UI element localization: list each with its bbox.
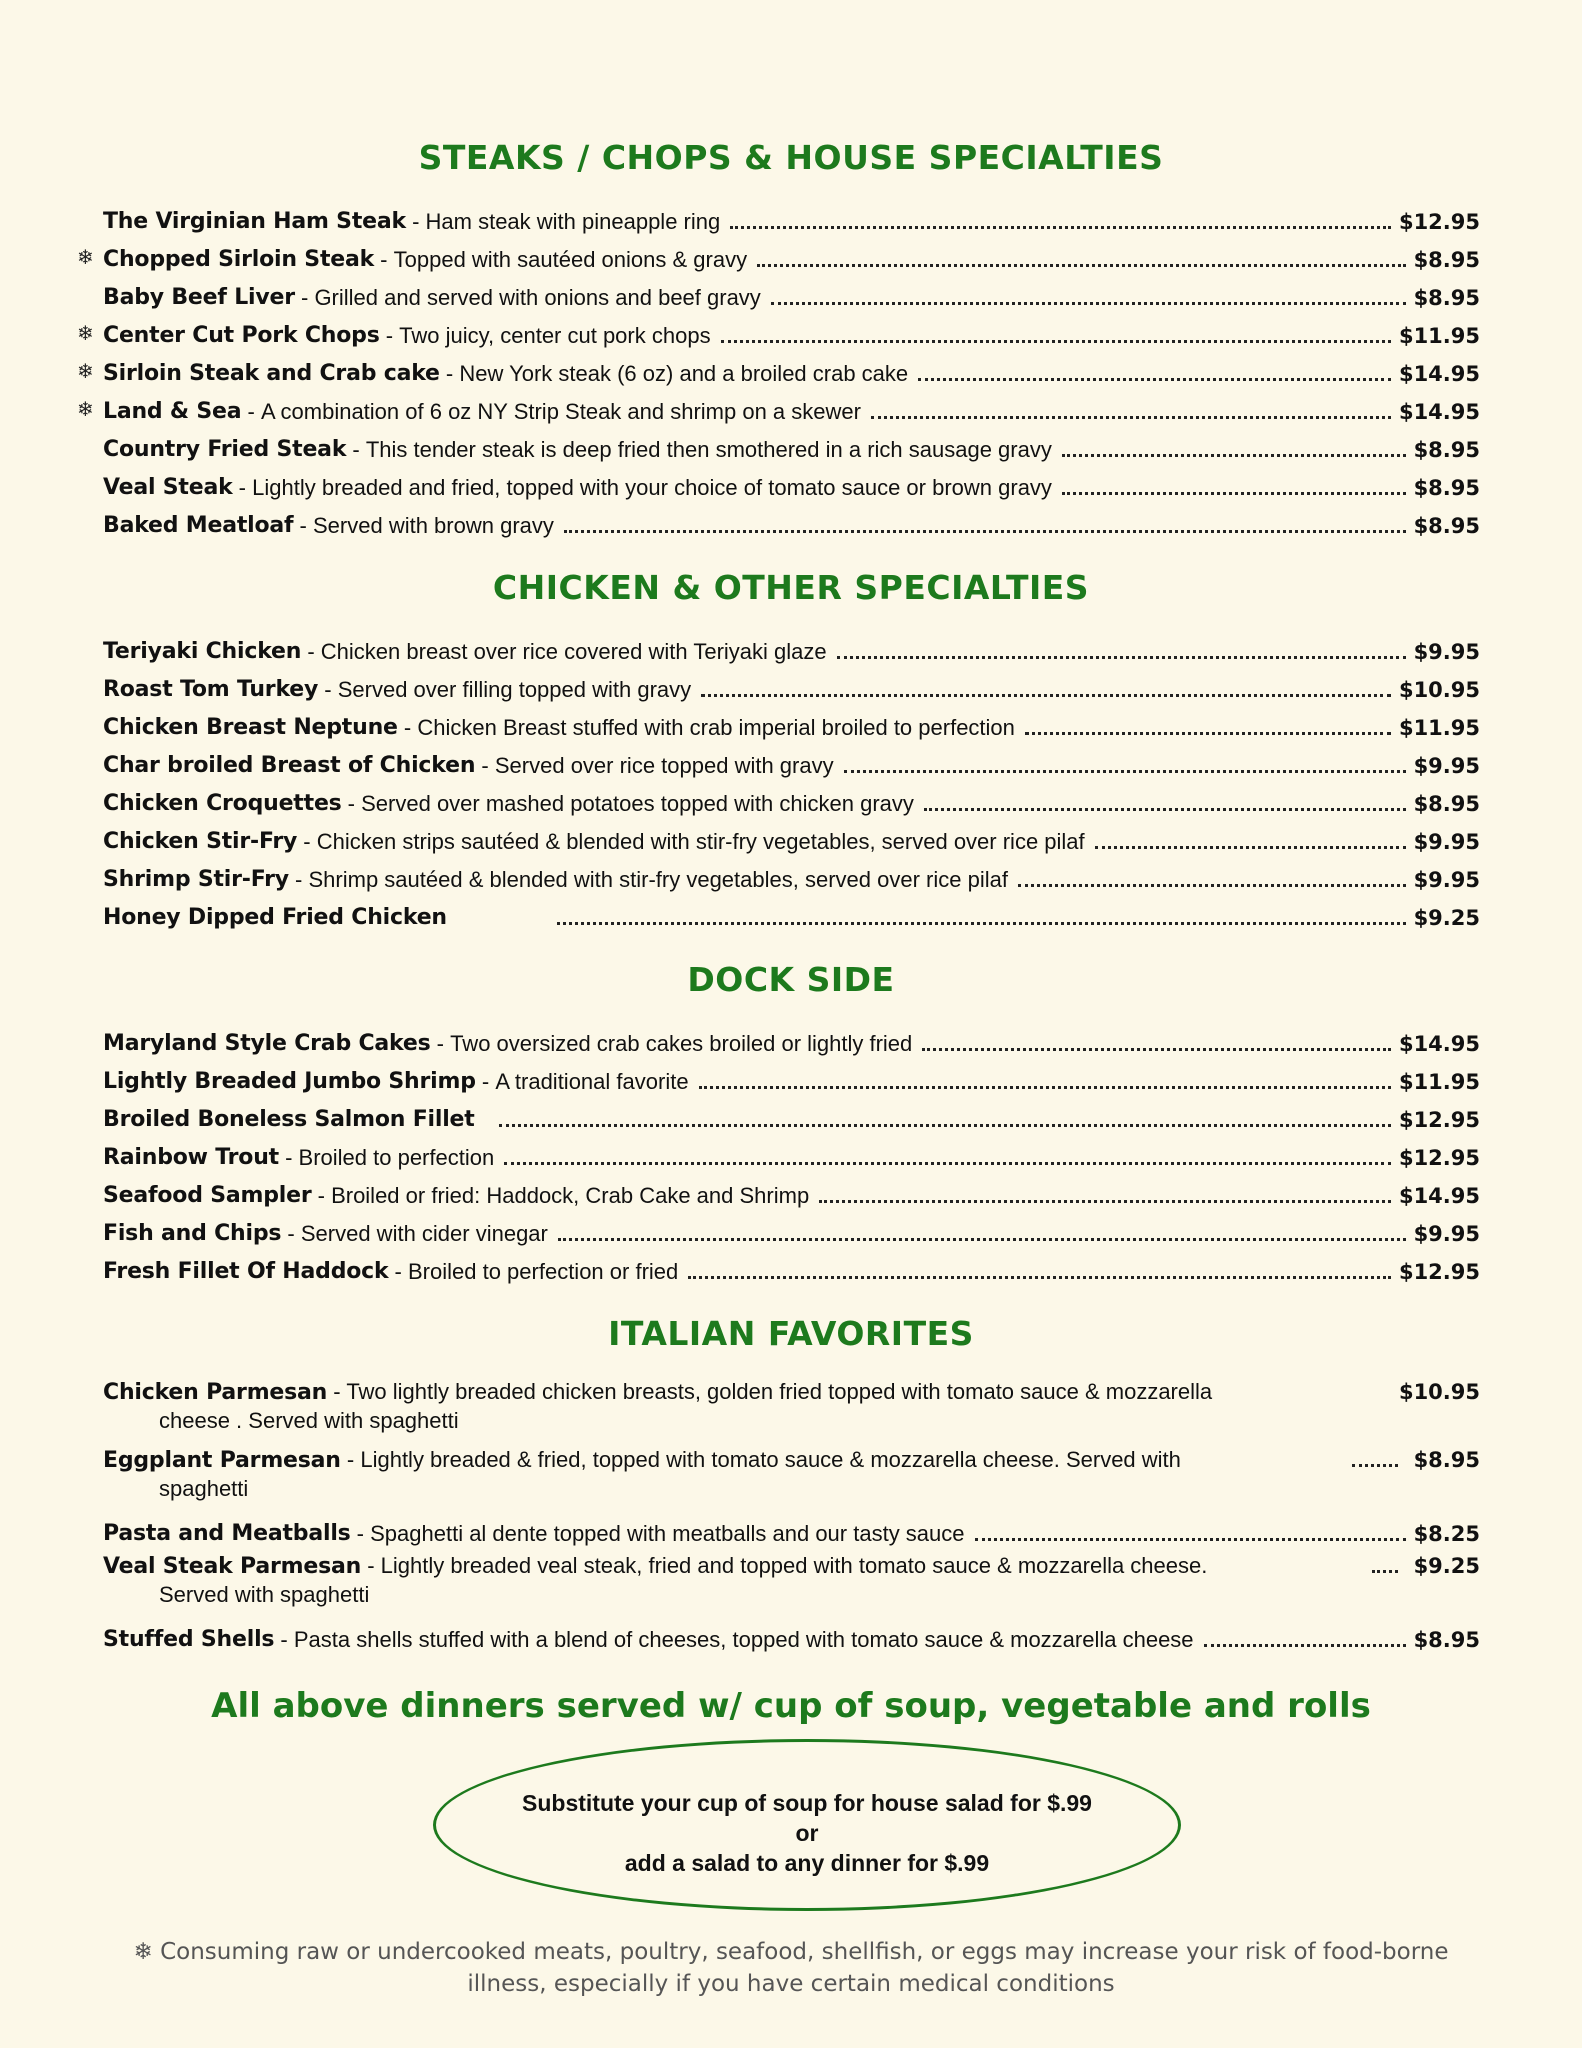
item-description: Two juicy, center cut pork chops [399, 323, 711, 348]
menu-item: Teriyaki Chicken - Chicken breast over rice covered with Teriyaki glaze $9.95 [103, 639, 1480, 664]
item-price: $11.95 [1398, 1070, 1480, 1094]
item-description-continued: spaghetti [159, 1476, 249, 1501]
menu-item: Stuffed Shells - Pasta shells stuffed with a blend of cheeses, topped with tomato sauce & mozzarella cheese $8.95 [103, 1627, 1480, 1652]
item-price: $9.95 [1413, 1222, 1480, 1246]
item-price: $9.25 [1413, 1554, 1480, 1578]
item-description: A combination of 6 oz NY Strip Steak and shrimp on a skewer [260, 399, 861, 424]
dot-leader [504, 1162, 1391, 1165]
item-name: Eggplant Parmesan [103, 1448, 341, 1473]
disclaimer-line: Consuming raw or undercooked meats, poultry, seafood, shellfish, or eggs may increase your risk of food-borne [160, 1939, 1449, 1965]
dot-leader [975, 1538, 1406, 1541]
item-price: $8.95 [1413, 438, 1480, 462]
item-description: Two lightly breaded chicken breasts, golden fried topped with tomato sauce & mozzarella [346, 1379, 1213, 1404]
item-description: Broiled or fried: Haddock, Crab Cake and Shrimp [331, 1183, 810, 1208]
item-price: $12.95 [1398, 210, 1480, 234]
item-name: Seafood Sampler [103, 1183, 312, 1208]
asterisk-icon: ❄ [77, 361, 94, 383]
dot-leader [557, 922, 1406, 925]
menu-item: Veal Steak Parmesan - Lightly breaded veal steak, fried and topped with tomato sauce & mozzarella cheese. Served with spaghetti $9.25 [103, 1553, 1480, 1607]
dot-leader [1352, 1464, 1398, 1467]
dot-leader [837, 656, 1406, 659]
item-price: $9.25 [1413, 906, 1480, 930]
section-title-steaks: STEAKS / CHOPS & HOUSE SPECIALTIES [418, 138, 1164, 177]
item-price: $14.95 [1398, 400, 1480, 424]
dot-leader [1372, 1570, 1398, 1573]
item-name: Sirloin Steak and Crab cake [103, 361, 440, 386]
menu-item: ❄ Chopped Sirloin Steak - Topped with sautéed onions & gravy $8.95 [103, 238, 1480, 274]
menu-item: Pasta and Meatballs - Spaghetti al dente topped with meatballs and our tasty sauce $8.25 [103, 1521, 1480, 1546]
item-description: Lightly breaded and fried, topped with your choice of tomato sauce or brown gravy [252, 475, 1052, 500]
item-price: $9.95 [1413, 640, 1480, 664]
dot-leader [844, 770, 1406, 773]
item-name: Honey Dipped Fried Chicken [103, 905, 447, 930]
item-description: Served with cider vinegar [300, 1221, 548, 1246]
item-name: Lightly Breaded Jumbo Shrimp [103, 1069, 476, 1094]
item-price: $10.95 [1398, 1380, 1480, 1404]
item-description: New York steak (6 oz) and a broiled crab cake [459, 361, 909, 386]
menu-item [103, 896, 1480, 932]
menu-item: Char broiled Breast of Chicken - Served over rice topped with gravy $9.95 [103, 753, 1480, 778]
item-price: $8.95 [1413, 286, 1480, 310]
item-price: $8.95 [1413, 792, 1480, 816]
item-description: Shrimp sautéed & blended with stir-fry vegetables, served over rice pilaf [308, 867, 1008, 892]
salad-note [433, 1788, 1181, 1878]
item-name: Veal Steak [103, 475, 233, 500]
menu-item: ❄ Center Cut Pork Chops - Two juicy, center cut pork chops $11.95 [103, 314, 1480, 350]
item-price: $12.95 [1398, 1260, 1480, 1284]
menu-item: Chicken Breast Neptune - Chicken Breast stuffed with crab imperial broiled to perfection $11.95 [103, 715, 1480, 740]
menu-item: Baby Beef Liver - Grilled and served with onions and beef gravy $8.95 [103, 285, 1480, 310]
dot-leader [771, 302, 1406, 305]
menu-item: Fresh Fillet Of Haddock - Broiled to perfection or fried $12.95 [103, 1259, 1480, 1284]
item-price: $9.95 [1413, 868, 1480, 892]
menu-item: Fish and Chips - Served with cider vinegar $9.95 [103, 1221, 1480, 1246]
item-description-continued: cheese . Served with spaghetti [159, 1408, 459, 1433]
dot-leader [1062, 454, 1406, 457]
item-name: Baby Beef Liver [103, 285, 295, 310]
dot-leader [819, 1200, 1391, 1203]
item-description: Lightly breaded veal steak, fried and topped with tomato sauce & mozzarella cheese. [380, 1553, 1208, 1578]
salad-note-line: Substitute your cup of soup for house salad for $.99 [522, 1790, 1092, 1816]
salad-note-line: add a salad to any dinner for $.99 [624, 1850, 990, 1876]
dot-leader [688, 1276, 1391, 1279]
menu-item: Lightly Breaded Jumbo Shrimp - A traditional favorite $11.95 [103, 1069, 1480, 1094]
item-description: Chicken Breast stuffed with crab imperial broiled to perfection [417, 715, 1015, 740]
menu-item: The Virginian Ham Steak - Ham steak with pineapple ring $12.95 [103, 209, 1480, 234]
item-description: Topped with sautéed onions & gravy [393, 247, 748, 272]
item-name: Chicken Parmesan [103, 1380, 328, 1405]
item-description: Pasta shells stuffed with a blend of cheeses, topped with tomato sauce & mozzarella cheese [293, 1627, 1194, 1652]
item-name: Chopped Sirloin Steak [103, 247, 375, 272]
item-price: $12.95 [1398, 1108, 1480, 1132]
asterisk-icon: ❄ [133, 1939, 153, 1965]
dot-leader [918, 378, 1391, 381]
menu-item: Chicken Croquettes - Served over mashed potatoes topped with chicken gravy $8.95 [103, 791, 1480, 816]
item-price: $8.25 [1413, 1522, 1480, 1546]
item-name: Teriyaki Chicken [103, 639, 302, 664]
menu-item: Chicken Stir-Fry - Chicken strips sautéed & blended with stir-fry vegetables, served over rice pilaf $9.95 [103, 829, 1480, 854]
item-description: Broiled to perfection [298, 1145, 495, 1170]
asterisk-icon: ❄ [77, 399, 94, 421]
item-description: Served over mashed potatoes topped with chicken gravy [361, 791, 914, 816]
menu-item: Shrimp Stir-Fry - Shrimp sautéed & blended with stir-fry vegetables, served over rice pilaf $9.95 [103, 867, 1480, 892]
item-description: Chicken strips sautéed & blended with stir-fry vegetables, served over rice pilaf [316, 829, 1085, 854]
dot-leader [558, 1238, 1406, 1241]
menu-item: Eggplant Parmesan - Lightly breaded & fried, topped with tomato sauce & mozzarella cheese. Served with spaghetti $8.95 [103, 1447, 1480, 1501]
item-description: Served with brown gravy [313, 513, 554, 538]
item-price: $14.95 [1398, 1032, 1480, 1056]
dot-leader [499, 1124, 1391, 1127]
dot-leader [1018, 884, 1406, 887]
dot-leader [699, 1086, 1391, 1089]
health-disclaimer [0, 1936, 1582, 2000]
item-name: Fresh Fillet Of Haddock [103, 1259, 389, 1284]
menu-item: ❄ Land & Sea - A combination of 6 oz NY Strip Steak and shrimp on a skewer $14.95 [103, 390, 1480, 426]
item-price: $8.95 [1413, 1448, 1480, 1472]
menu-item: Chicken Parmesan - Two lightly breaded chicken breasts, golden fried topped with tomato sauce & mozzarella cheese . Served with spaghetti $10.95 [103, 1379, 1480, 1433]
menu-item [103, 1098, 1480, 1134]
item-price: $9.95 [1413, 754, 1480, 778]
item-description: This tender steak is deep fried then smothered in a rich sausage gravy [365, 437, 1052, 462]
item-name: Land & Sea [103, 399, 242, 424]
item-name: Chicken Croquettes [103, 791, 342, 816]
menu-item: Roast Tom Turkey - Served over filling topped with gravy $10.95 [103, 677, 1480, 702]
item-description: Served over filling topped with gravy [337, 677, 692, 702]
section-title-italian: ITALIAN FAVORITES [608, 1314, 974, 1353]
item-name: Rainbow Trout [103, 1145, 279, 1170]
section-title-chicken: CHICKEN & OTHER SPECIALTIES [492, 568, 1090, 607]
item-name: Stuffed Shells [103, 1627, 275, 1652]
item-description: Grilled and served with onions and beef gravy [314, 285, 761, 310]
item-name: Veal Steak Parmesan [103, 1554, 362, 1579]
dot-leader [1204, 1644, 1406, 1647]
served-with-note: All above dinners served w/ cup of soup, vegetable and rolls [211, 1686, 1371, 1726]
dot-leader [721, 340, 1391, 343]
dot-leader [1025, 732, 1391, 735]
dot-leader [922, 1048, 1391, 1051]
dot-leader [701, 694, 1391, 697]
menu-item: Veal Steak - Lightly breaded and fried, topped with your choice of tomato sauce or brown gravy $8.95 [103, 475, 1480, 500]
item-name: Chicken Stir-Fry [103, 829, 298, 854]
item-name: Broiled Boneless Salmon Fillet [103, 1107, 475, 1132]
item-price: $12.95 [1398, 1146, 1480, 1170]
item-description: Two oversized crab cakes broiled or lightly fried [450, 1031, 913, 1056]
menu-item: Seafood Sampler - Broiled or fried: Haddock, Crab Cake and Shrimp $14.95 [103, 1183, 1480, 1208]
menu-item: Country Fried Steak - This tender steak is deep fried then smothered in a rich sausage gravy $8.95 [103, 437, 1480, 462]
item-name: Pasta and Meatballs [103, 1521, 351, 1546]
asterisk-icon: ❄ [77, 247, 94, 269]
dot-leader [1062, 492, 1406, 495]
item-price: $8.95 [1413, 476, 1480, 500]
item-description: Served over rice topped with gravy [494, 753, 834, 778]
item-name: Fish and Chips [103, 1221, 282, 1246]
item-price: $10.95 [1398, 678, 1480, 702]
menu-item: Rainbow Trout - Broiled to perfection $12.95 [103, 1145, 1480, 1170]
dot-leader [871, 416, 1391, 419]
section-title-dock-side: DOCK SIDE [687, 960, 895, 999]
item-name: The Virginian Ham Steak [103, 209, 406, 234]
dot-leader [730, 226, 1391, 229]
item-name: Maryland Style Crab Cakes [103, 1031, 431, 1056]
item-price: $8.95 [1413, 248, 1480, 272]
item-price: $14.95 [1398, 1184, 1480, 1208]
disclaimer-line: illness, especially if you have certain medical conditions [467, 1971, 1115, 1997]
item-price: $8.95 [1413, 514, 1480, 538]
dot-leader [757, 264, 1405, 267]
item-price: $11.95 [1398, 324, 1480, 348]
item-name: Baked Meatloaf [103, 513, 294, 538]
item-price: $8.95 [1413, 1628, 1480, 1652]
item-name: Chicken Breast Neptune [103, 715, 398, 740]
dot-leader [924, 808, 1406, 811]
salad-note-line: or [795, 1820, 819, 1846]
item-price: $11.95 [1398, 716, 1480, 740]
dot-leader [564, 530, 1406, 533]
item-price: $14.95 [1398, 362, 1480, 386]
menu-item: Maryland Style Crab Cakes - Two oversized crab cakes broiled or lightly fried $14.95 [103, 1031, 1480, 1056]
item-description: Ham steak with pineapple ring [425, 209, 721, 234]
dot-leader [1095, 846, 1406, 849]
item-name: Roast Tom Turkey [103, 677, 319, 702]
item-description: Chicken breast over rice covered with Teriyaki glaze [320, 639, 827, 664]
item-name: Char broiled Breast of Chicken [103, 753, 476, 778]
item-description: Lightly breaded & fried, topped with tomato sauce & mozzarella cheese. Served with [360, 1447, 1181, 1472]
item-name: Center Cut Pork Chops [103, 323, 380, 348]
item-name: Country Fried Steak [103, 437, 347, 462]
menu-item: ❄ Sirloin Steak and Crab cake - New York steak (6 oz) and a broiled crab cake $14.95 [103, 352, 1480, 388]
item-description: A traditional favorite [495, 1069, 689, 1094]
item-description-continued: Served with spaghetti [159, 1582, 370, 1607]
item-price: $9.95 [1413, 830, 1480, 854]
menu-item: Baked Meatloaf - Served with brown gravy $8.95 [103, 513, 1480, 538]
asterisk-icon: ❄ [77, 323, 94, 345]
item-description: Broiled to perfection or fried [408, 1259, 679, 1284]
item-name: Shrimp Stir-Fry [103, 867, 289, 892]
item-description: Spaghetti al dente topped with meatballs and our tasty sauce [370, 1521, 965, 1546]
